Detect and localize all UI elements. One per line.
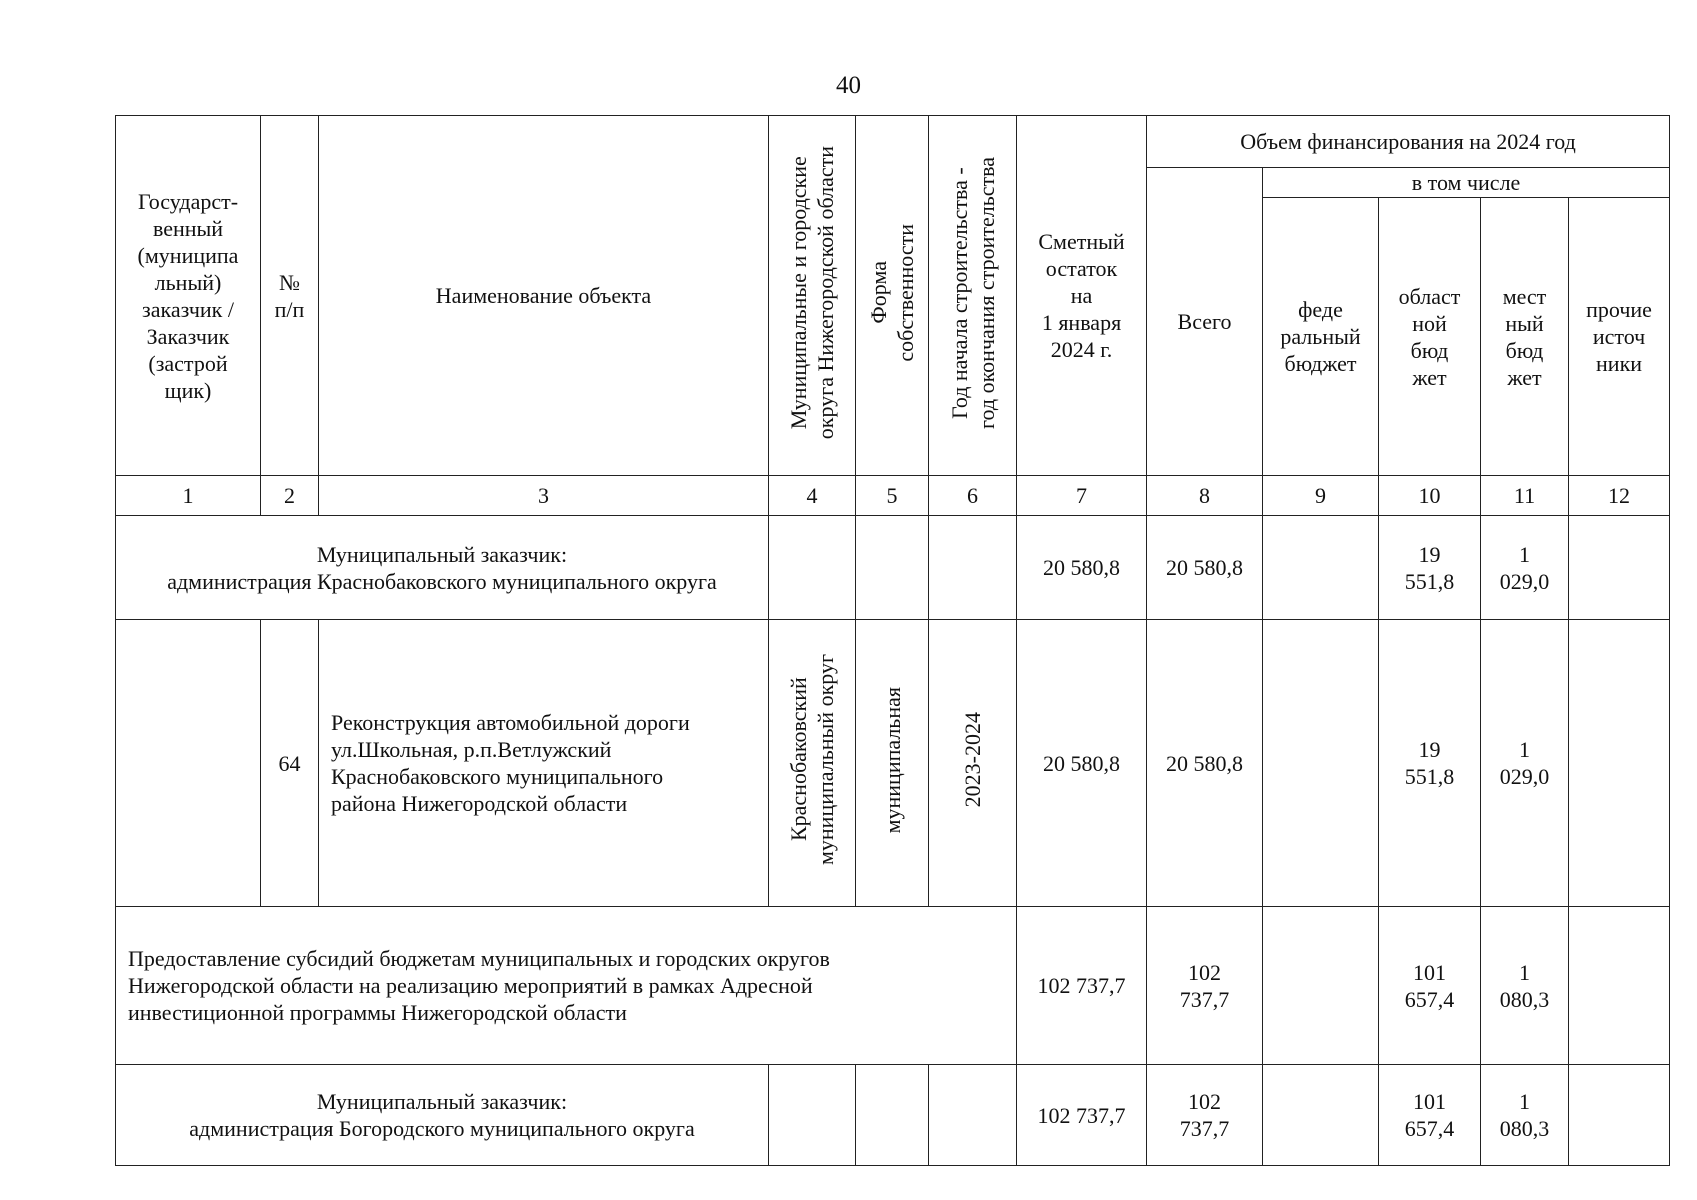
empty-cell xyxy=(769,516,856,620)
customer-name: Муниципальный заказчик: администрация Краснобаковского муниципального округа xyxy=(116,516,769,620)
object-district-text: Краснобаковский муниципальный округ xyxy=(786,654,838,866)
object-ownership xyxy=(856,620,929,907)
empty-cell xyxy=(929,516,1017,620)
remainder-value: 20 580,8 xyxy=(1017,620,1147,907)
other-value xyxy=(1569,620,1670,907)
regional-value: 101 657,4 xyxy=(1379,907,1481,1065)
empty-cell xyxy=(769,1065,856,1166)
column-number: 10 xyxy=(1379,476,1481,516)
other-value xyxy=(1569,907,1670,1065)
column-number-row xyxy=(116,476,1670,516)
object-years xyxy=(929,620,1017,907)
header-total: Всего xyxy=(1147,168,1263,476)
object-ownership-text: муниципальная xyxy=(879,686,905,834)
column-number: 4 xyxy=(769,476,856,516)
header-object-name: Наименование объекта xyxy=(319,116,769,476)
header-local: мест ный бюд жет xyxy=(1481,198,1569,476)
header-number: № п/п xyxy=(261,116,319,476)
federal-value xyxy=(1263,907,1379,1065)
column-number: 5 xyxy=(856,476,929,516)
header-remainder: Сметный остаток на 1 января 2024 г. xyxy=(1017,116,1147,476)
regional-value: 101 657,4 xyxy=(1379,1065,1481,1166)
other-value xyxy=(1569,516,1670,620)
object-row-64 xyxy=(116,620,1670,907)
local-value: 1 029,0 xyxy=(1481,620,1569,907)
header-ownership-text: Форма собственности xyxy=(866,223,918,362)
header-including: в том числе xyxy=(1263,168,1670,198)
column-number: 11 xyxy=(1481,476,1569,516)
header-districts-text: Муниципальные и городские округа Нижегородской области xyxy=(786,145,838,440)
total-value: 102 737,7 xyxy=(1147,907,1263,1065)
header-years xyxy=(929,116,1017,476)
header-years-text: Год начала строительства - год окончания строительства xyxy=(946,156,999,429)
subsidies-row xyxy=(116,907,1670,1065)
header-other: прочие источ ники xyxy=(1569,198,1670,476)
empty-cell xyxy=(856,1065,929,1166)
remainder-value: 20 580,8 xyxy=(1017,516,1147,620)
local-value: 1 029,0 xyxy=(1481,516,1569,620)
regional-value: 19 551,8 xyxy=(1379,620,1481,907)
remainder-value: 102 737,7 xyxy=(1017,1065,1147,1166)
header-customer: Государст- венный (муниципа льный) заказчик / Заказчик (застрой щик) xyxy=(116,116,261,476)
column-number: 12 xyxy=(1569,476,1670,516)
page-number: 40 xyxy=(836,72,861,99)
regional-value: 19 551,8 xyxy=(1379,516,1481,620)
federal-value xyxy=(1263,1065,1379,1166)
remainder-value: 102 737,7 xyxy=(1017,907,1147,1065)
column-number: 6 xyxy=(929,476,1017,516)
empty-cell xyxy=(856,516,929,620)
customer-name: Муниципальный заказчик: администрация Богородского муниципального округа xyxy=(116,1065,769,1166)
customer-row-bogorodsky xyxy=(116,1065,1670,1166)
header-districts xyxy=(769,116,856,476)
header-funding-group: Объем финансирования на 2024 год xyxy=(1147,116,1670,168)
local-value: 1 080,3 xyxy=(1481,907,1569,1065)
total-value: 20 580,8 xyxy=(1147,516,1263,620)
subsidies-name: Предоставление субсидий бюджетам муниципальных и городских округов Нижегородской области на реализацию мероприятий в рамках Адресной инвестиционной программы Нижегородской области xyxy=(116,907,1017,1065)
column-number: 1 xyxy=(116,476,261,516)
column-number: 7 xyxy=(1017,476,1147,516)
object-district xyxy=(769,620,856,907)
investment-table xyxy=(115,115,1670,1166)
other-value xyxy=(1569,1065,1670,1166)
column-number: 8 xyxy=(1147,476,1263,516)
column-number: 3 xyxy=(319,476,769,516)
total-value: 102 737,7 xyxy=(1147,1065,1263,1166)
total-value: 20 580,8 xyxy=(1147,620,1263,907)
object-years-text: 2023-2024 xyxy=(960,712,985,808)
federal-value xyxy=(1263,516,1379,620)
customer-cell xyxy=(116,620,261,907)
customer-row-krasnobakovsky xyxy=(116,516,1670,620)
object-name: Реконструкция автомобильной дороги ул.Школьная, р.п.Ветлужский Краснобаковского муниципального района Нижегородской области xyxy=(319,620,769,907)
header-federal: феде ральный бюджет xyxy=(1263,198,1379,476)
header-regional: област ной бюд жет xyxy=(1379,198,1481,476)
federal-value xyxy=(1263,620,1379,907)
column-number: 2 xyxy=(261,476,319,516)
object-number: 64 xyxy=(261,620,319,907)
empty-cell xyxy=(929,1065,1017,1166)
column-number: 9 xyxy=(1263,476,1379,516)
header-ownership xyxy=(856,116,929,476)
local-value: 1 080,3 xyxy=(1481,1065,1569,1166)
